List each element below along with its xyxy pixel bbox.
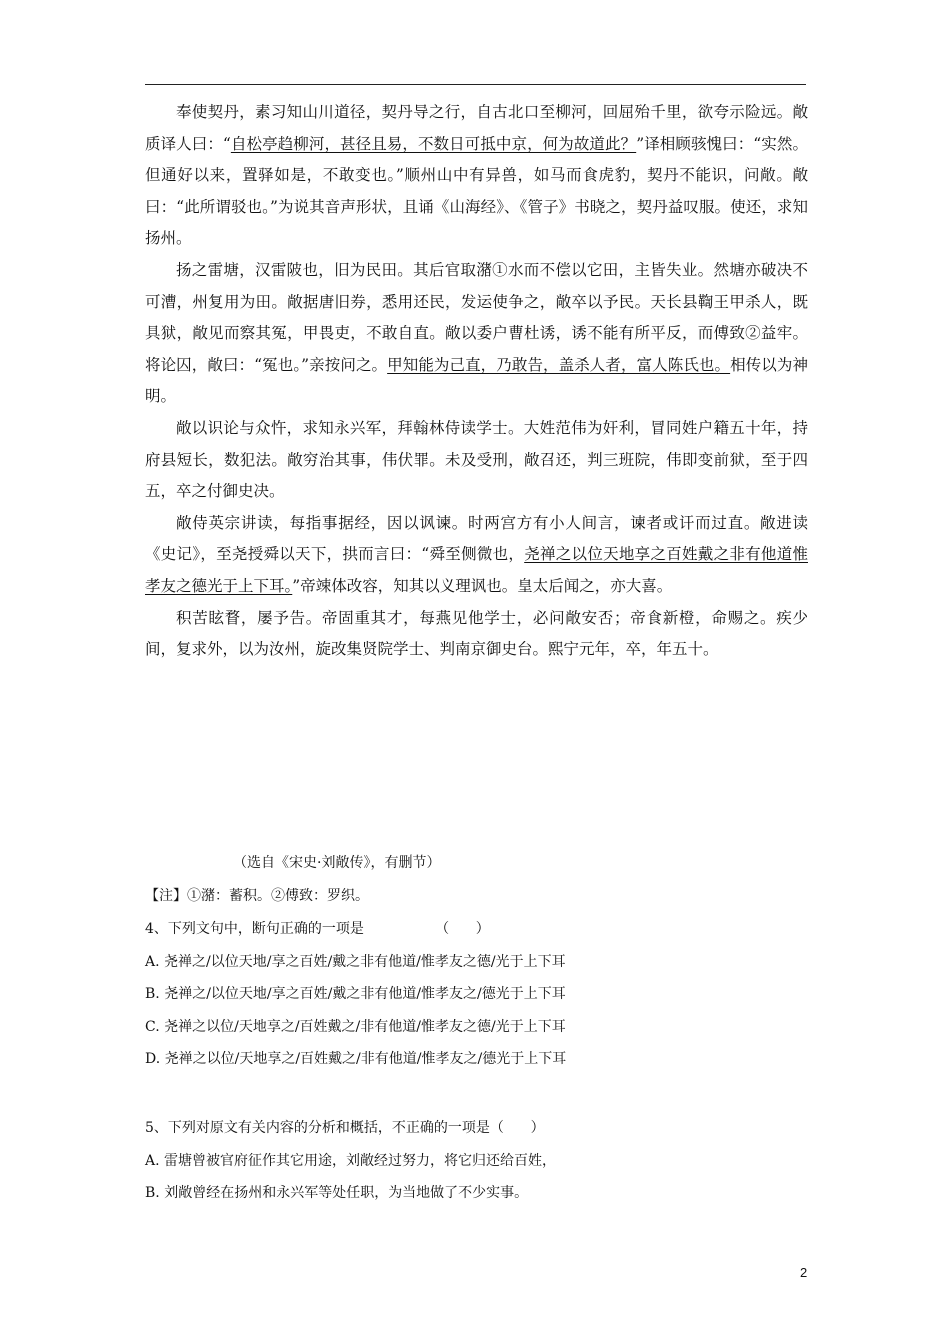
footnote: 【注】①潴：蓄积。②傅致：罗织。 [145, 888, 369, 904]
header-rule [145, 84, 806, 85]
passage-paragraph-5: 积苦眩瞀，屡予告。帝固重其才，每燕见他学士，必问敞安否；帝食新橙，命赐之。疾少间，复求外，以为汝州，旋改集贤院学士、判南京御史台。熙宁元年，卒，年五十。 [145, 608, 808, 659]
passage-paragraph-2: 扬之雷塘，汉雷陂也，旧为民田。其后官取潴①水而不偿以它田，主皆失业。然塘亦破决不可漕，州复用为田。敞据唐旧券，悉用还民，发运使争之，敞卒以予民。天长县鞫王甲杀人，既具狱，敞见而察其冤，甲畏吏，不敢自直。敞以委户曹杜诱，诱不能有所平反，而傅致②益牢。将论囚，敞曰：“冤也。”亲按问之。甲知能为己直，乃敢告，盖杀人者，富人陈氏也。相传以为神明。 [145, 260, 808, 406]
question-4-option-a: A. 尧禅之/以位天地/享之百姓/戴之非有他道/惟孝友之德/光于上下耳 [145, 953, 566, 970]
question-5-option-a: A. 雷塘曾被官府征作其它用途，刘敞经过努力，将它归还给百姓， [145, 1152, 557, 1169]
page-number: 2 [800, 1265, 808, 1280]
underlined-sentence-1: 自松亭趋柳河，甚径且易，不数日可抵中京，何为故道此？ [230, 134, 637, 153]
source-citation: （选自《宋史·刘敞传》，有删节） [233, 855, 441, 871]
question-4-stem: 4、下列文句中，断句正确的一项是 （ ） [145, 921, 490, 937]
passage-paragraph-3: 敞以识论与众忤，求知永兴军，拜翰林侍读学士。大姓范伟为奸利，冒同姓户籍五十年，持府县短长，数犯法。敞穷治其事，伟伏罪。未及受刑，敞召还，判三班院，伟即变前狱，至于四五，卒之付御史决。 [145, 418, 808, 501]
passage [145, 97, 808, 666]
underlined-sentence-2: 甲知能为己直，乃敢告，盖杀人者，富人陈氏也。 [387, 355, 731, 374]
question-4-option-b: B. 尧禅之/以位天地/享之百姓/戴之非有他道/惟孝友之/德光于上下耳 [145, 986, 566, 1002]
question-4 [145, 916, 808, 1079]
question-4-option-c: C. 尧禅之以位/天地享之/百姓戴之/非有他道/惟孝友之德/光于上下耳 [145, 1018, 566, 1035]
passage-paragraph-4: 敞侍英宗讲读，每指事据经，因以讽谏。时两宫方有小人间言，谏者或讦而过直。敞进读《史记》，至尧授舜以天下，拱而言曰：“舜至侧微也，尧禅之以位天地享之百姓戴之非有他道惟孝友之德光于上下耳。”帝竦体改容，知其以义理讽也。皇太后闻之，亦大喜。 [145, 513, 808, 595]
question-5-option-b: B. 刘敞曾经在扬州和永兴军等处任职，为当地做了不少实事。 [145, 1185, 529, 1201]
question-4-option-d: D. 尧禅之以位/天地享之/百姓戴之/非有他道/惟孝友之/德光于上下耳 [145, 1051, 567, 1067]
question-5-stem: 5、下列对原文有关内容的分析和概括，不正确的一项是（ ） [145, 1120, 545, 1136]
question-5 [145, 1115, 808, 1213]
passage-paragraph-1: 奉使契丹，素习知山川道径，契丹导之行，自古北口至柳河，回屈殆千里，欲夸示险远。敞质译人曰：“自松亭趋柳河，甚径且易，不数日可抵中京，何为故道此？”译相顾骇愧曰：“实然。但通好以来，置驿如是，不敢变也。”顺州山中有异兽，如马而食虎豹，契丹不能识，问敞。敞曰：“此所谓驳也。”为说其音声形状，且诵《山海经》、《管子》书晓之，契丹益叹服。使还，求知扬州。 [145, 103, 808, 248]
underlined-sentence-3: 尧禅之以位天地享之百姓戴之非有他道惟孝友之德光于上下耳。 [145, 545, 808, 595]
